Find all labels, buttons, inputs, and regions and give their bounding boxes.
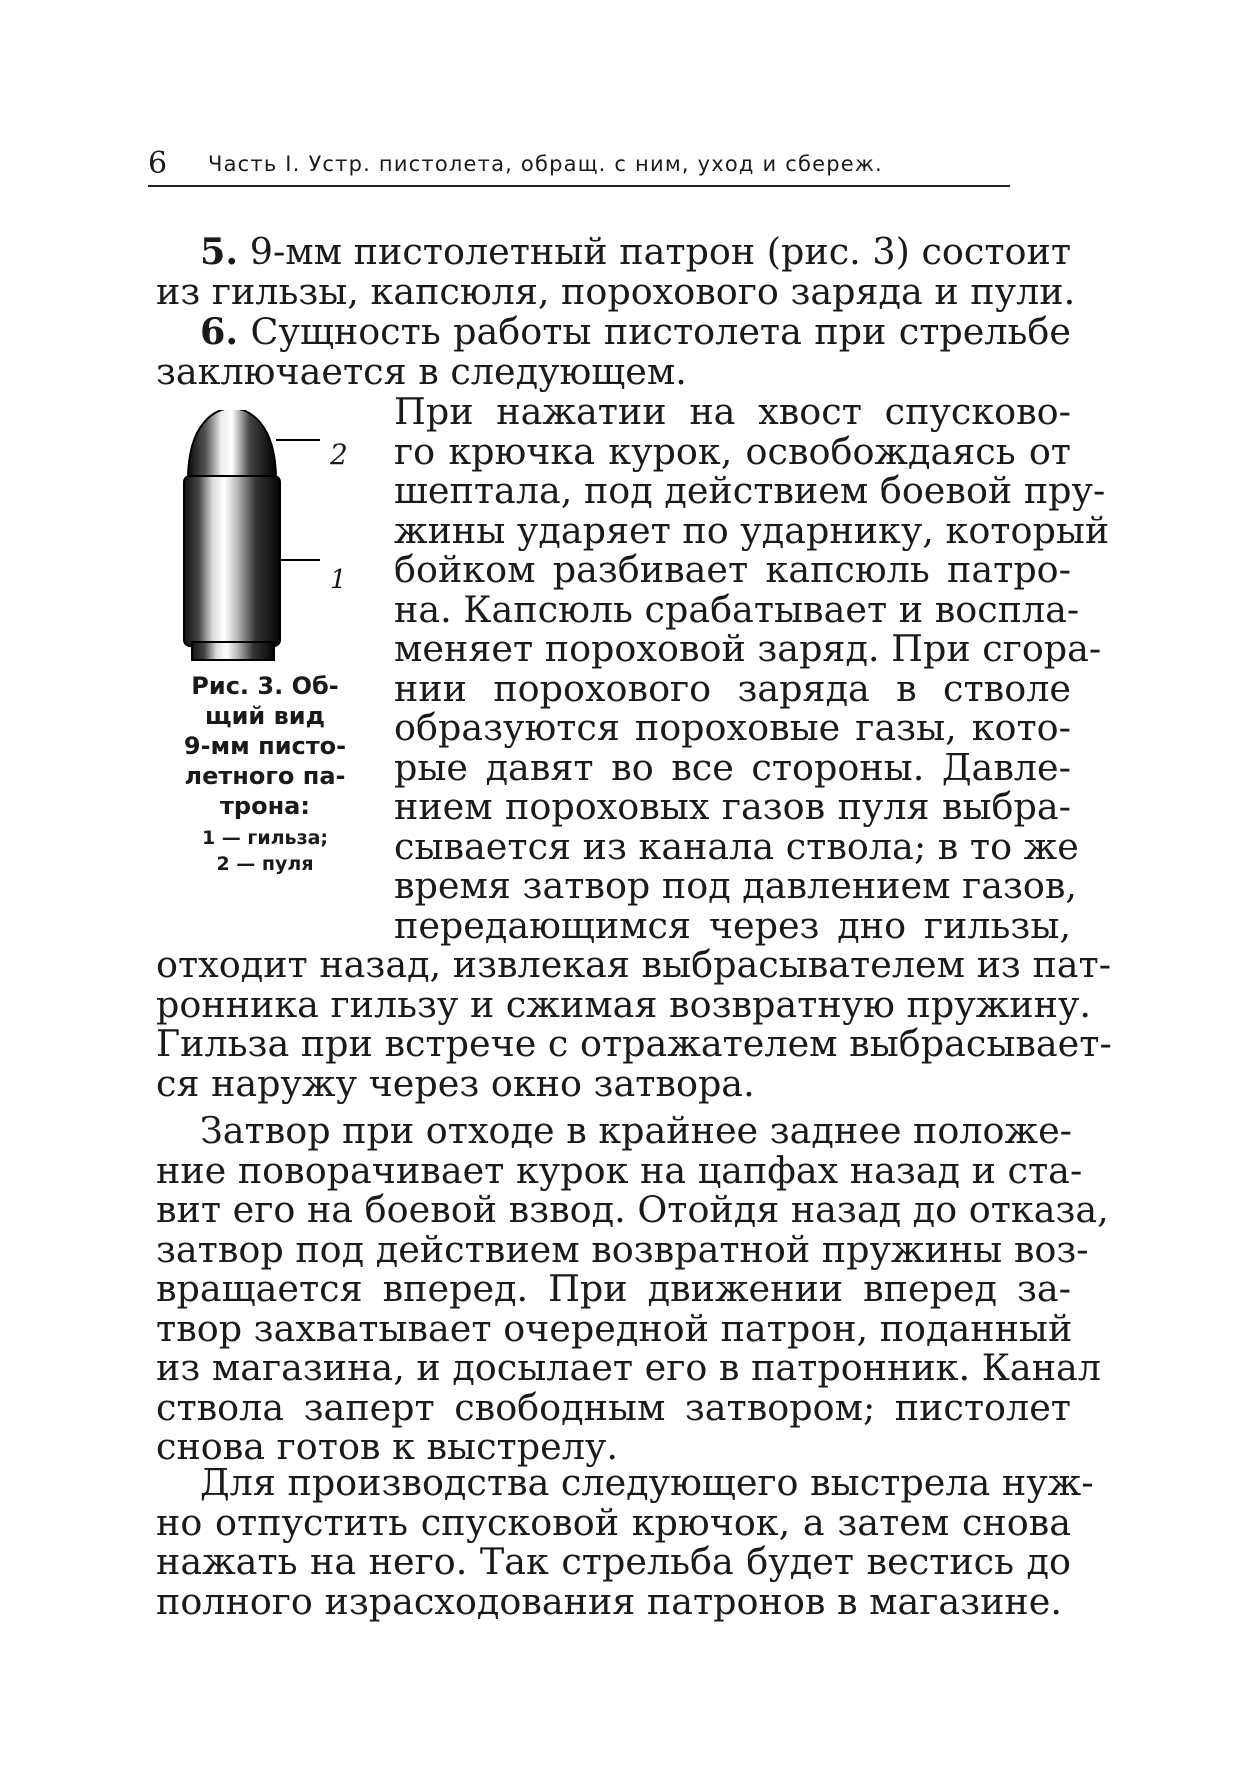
text-line: Гильза при встрече с отражателем выбрасывает-: [156, 1022, 1112, 1065]
text-line: время затвор под давлением газов,: [394, 864, 1078, 907]
text-line: образуются пороховые газы, кото-: [394, 706, 1071, 749]
caption-line: 9-мм писто-: [183, 732, 347, 760]
text-line: меняет пороховой заряд. При сгора-: [394, 627, 1102, 670]
text-line: из гильзы, капсюля, порохового заряда и пули.: [156, 269, 1076, 313]
text-line: сывается из канала ствола; в то же: [394, 824, 1079, 868]
figure-label-bullet: 2: [330, 438, 348, 471]
text-line: но отпустить спусковой крючок, а затем снова: [156, 1500, 1071, 1544]
text-line: полного израсходования патронов в магазине.: [156, 1579, 1062, 1623]
text-line: [156, 232, 1071, 272]
text-line: бойком разбивает капсюль патро-: [394, 548, 1071, 591]
case-body: [184, 476, 280, 646]
text-line: рые давят во все стороны. Давле-: [394, 745, 1071, 789]
text-line: затвор под действием возвратной пружины воз-: [156, 1227, 1089, 1271]
page-number: 6: [148, 146, 168, 181]
text-line: [156, 312, 1071, 352]
text-line: снова готов к выстрелу.: [156, 1425, 618, 1468]
text-line: нием пороховых газов пуля выбра-: [394, 785, 1071, 828]
text-line: ся наружу через окно затвора.: [156, 1061, 755, 1105]
text-line: вращается вперед. При движении вперед за-: [156, 1267, 1071, 1310]
text-line: При нажатии на хвост спусково-: [394, 390, 1071, 433]
paragraph-6: [156, 312, 1071, 391]
text-line: ствола заперт свободным затвором; пистолет: [156, 1385, 1071, 1429]
paragraph-continuation: [156, 943, 1112, 1105]
figure-caption: [165, 671, 365, 877]
paragraph-number: 6.: [200, 310, 239, 353]
text-line: вит его на боевой взвод. Отойдя назад до отказа,: [156, 1188, 1109, 1231]
paragraph-bolt-action: [156, 1109, 1109, 1468]
text-line: отходит назад, извлекая выбрасывателем из пат-: [156, 943, 1112, 986]
caption-line: трона:: [220, 792, 310, 820]
figure-label-case: 1: [330, 565, 347, 595]
case-rim: [192, 642, 274, 660]
text-line: заключается в следующем.: [156, 349, 687, 393]
paragraph-5: [156, 230, 1076, 313]
header-rule: [148, 185, 1010, 187]
caption-line: летного па-: [184, 762, 346, 790]
caption-legend-item: 1 — гильза;: [201, 827, 329, 849]
text-line: Для производства следующего выстрела нуж-: [200, 1461, 1094, 1504]
text-line: Затвор при отходе в крайнее заднее положе-: [200, 1109, 1073, 1152]
text-line: нажать на него. Так стрельба будет вестись до: [156, 1540, 1071, 1583]
text-line: жины ударяет по ударнику, который: [394, 508, 1110, 552]
text-line-content: Сущность работы пистолета при стрельбе: [250, 310, 1071, 353]
text-line: го крючка курок, освобождаясь от: [394, 429, 1071, 473]
bullet-shape: [188, 410, 276, 480]
text-line: из магазина, и досылает его в патронник. Канал: [156, 1346, 1101, 1389]
caption-line: щий вид: [205, 702, 325, 730]
caption-legend-item: 2 — пуля: [216, 853, 314, 875]
text-line: нии порохового заряда в стволе: [394, 666, 1071, 710]
text-line: шептала, под действием боевой пру-: [394, 469, 1106, 512]
text-line: твор захватывает очередной патрон, поданный: [156, 1306, 1073, 1350]
page-header: [148, 142, 1010, 182]
text-line: ронника гильзу и сжимая возвратную пружину.: [156, 982, 1092, 1026]
text-line-content: 9-мм пистолетный патрон (рис. 3) состоит: [249, 230, 1072, 273]
text-line: на. Капсюль срабатывает и воспла-: [394, 587, 1080, 631]
text-line: передающимся через дно гильзы,: [394, 903, 1071, 947]
caption-line: Рис. 3. Об-: [191, 672, 339, 700]
caption-title: [165, 671, 365, 821]
caption-legend: [165, 825, 365, 877]
text-line: ние поворачивает курок на цапфах назад и ста-: [156, 1148, 1083, 1192]
running-title: Часть I. Устр. пистолета, обращ. с ним, уход и сбереж.: [208, 152, 883, 176]
paragraph-next-shot: [156, 1461, 1094, 1623]
paragraph-number: 5.: [200, 230, 239, 273]
paragraph-wrapped-column: [394, 390, 1110, 947]
